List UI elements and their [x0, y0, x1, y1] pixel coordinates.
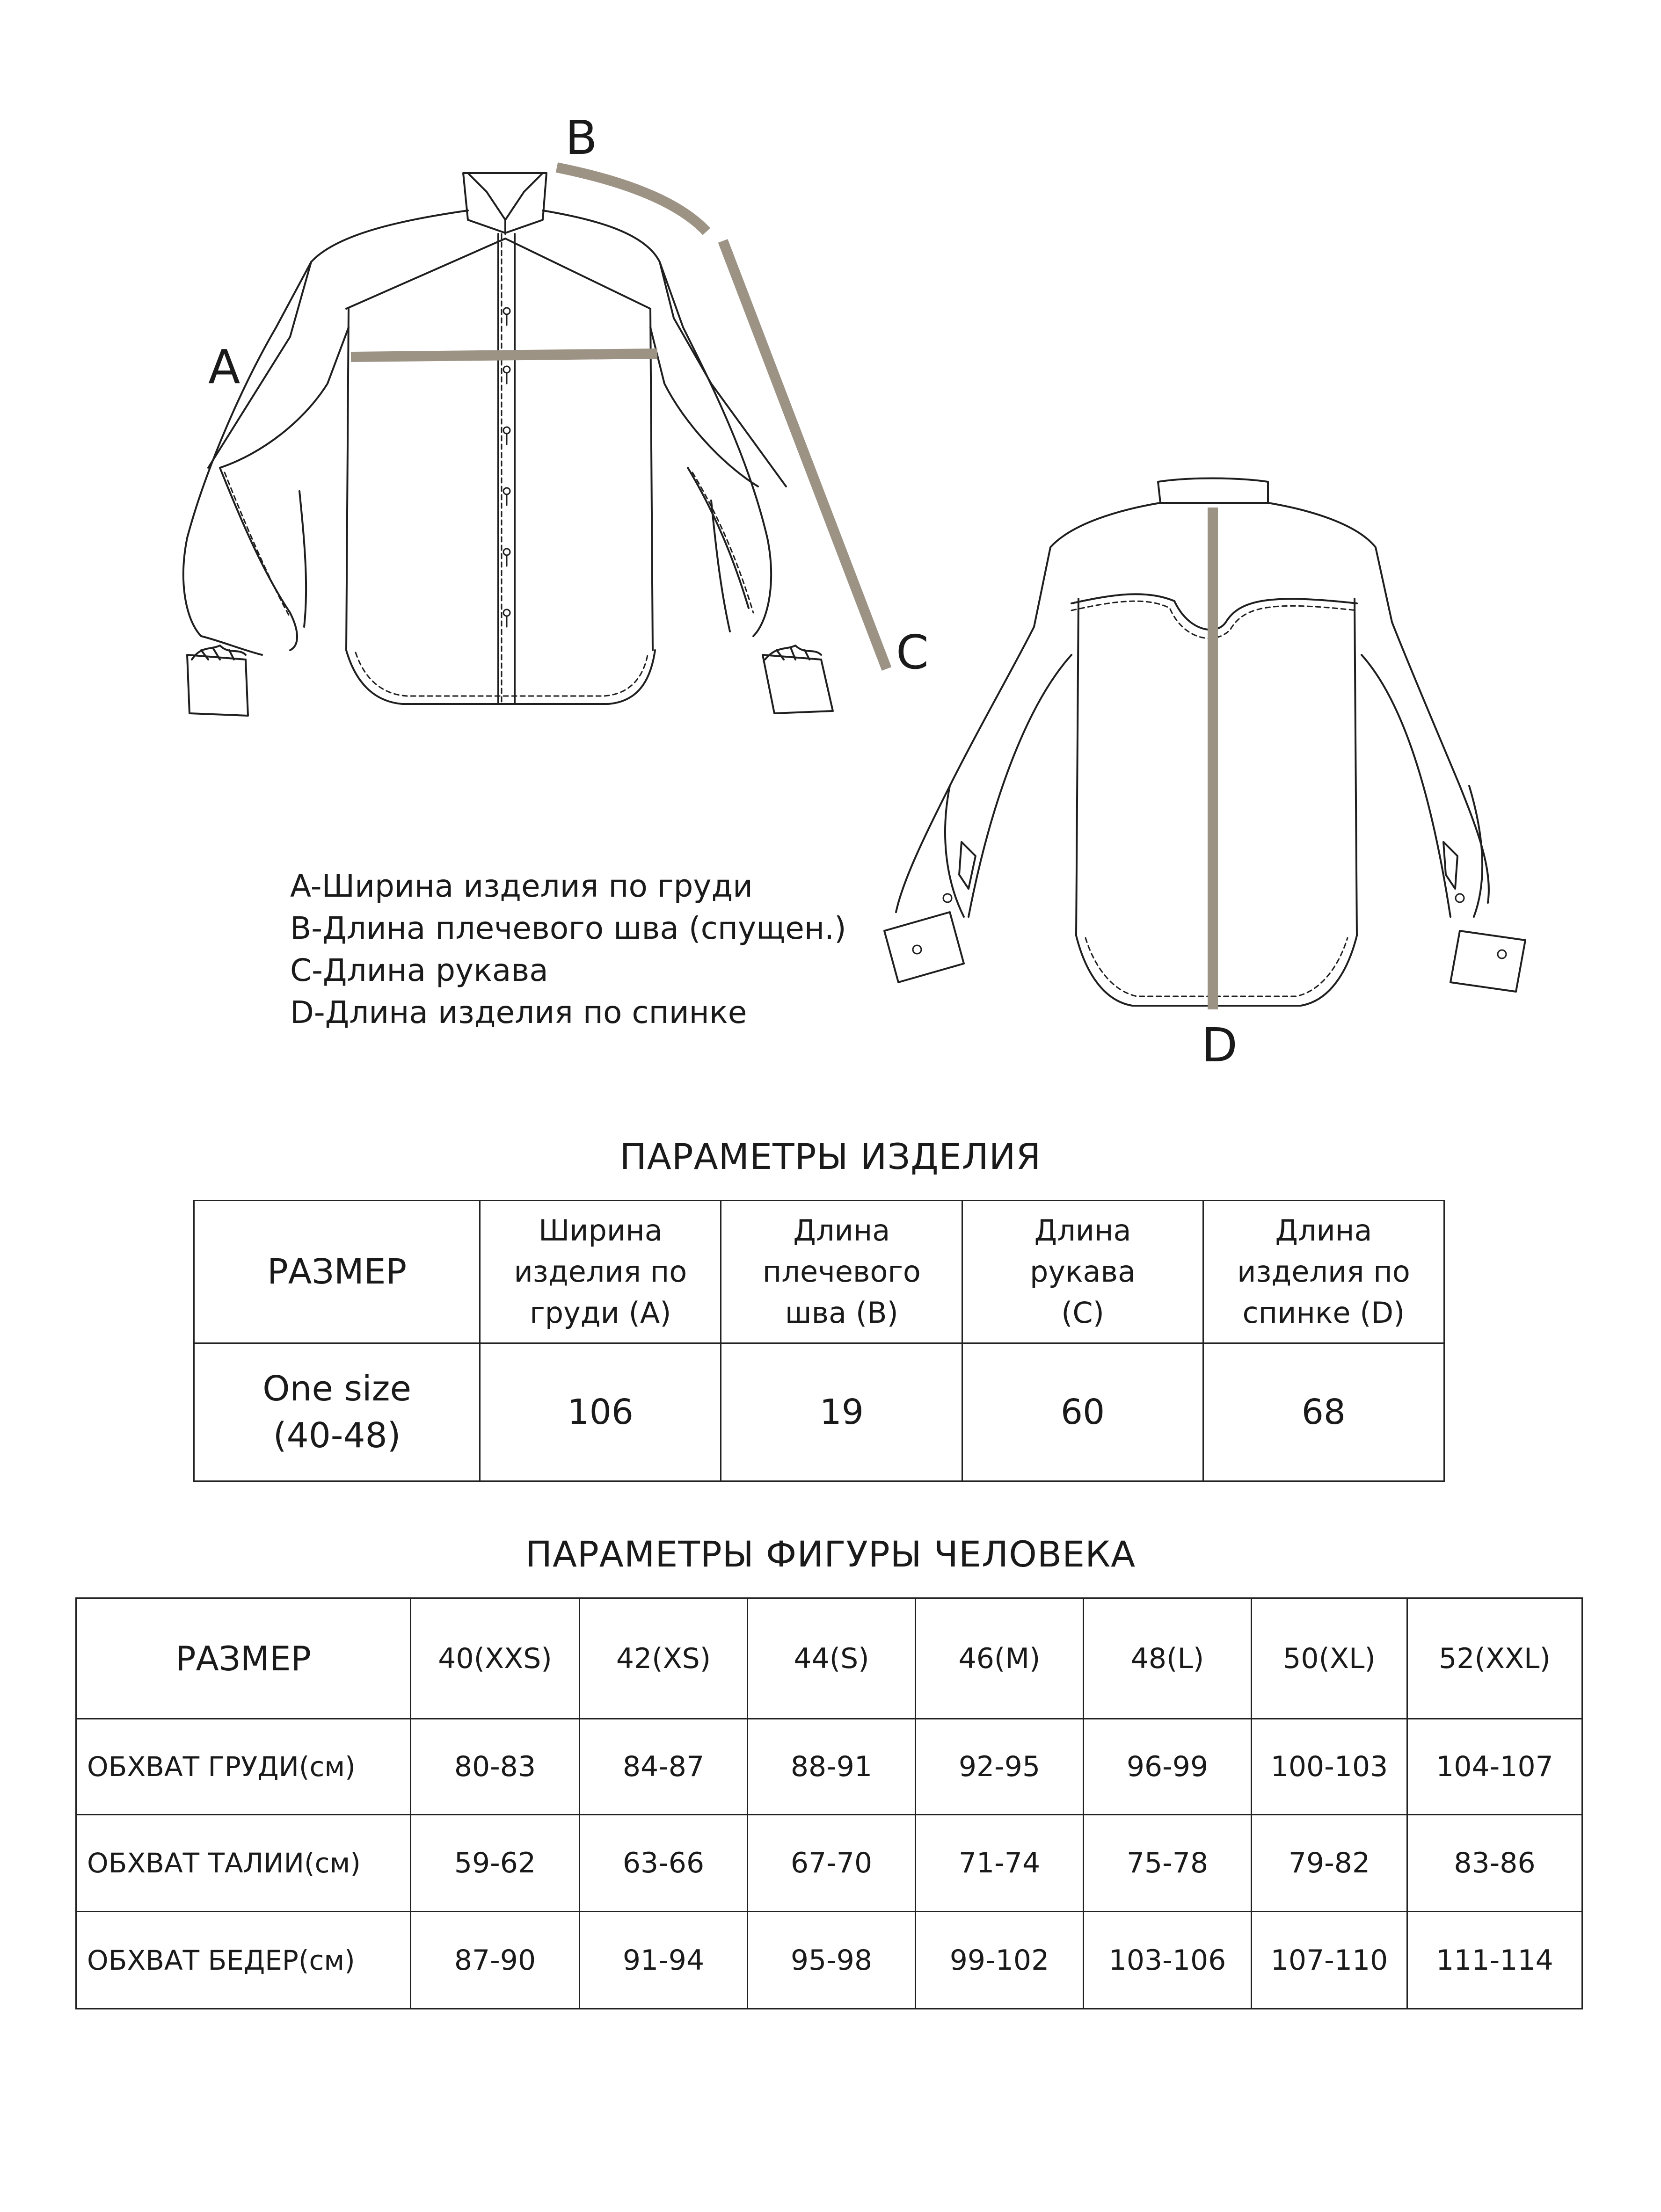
cell: 84-87: [580, 1719, 748, 1815]
value-shoulder-length: 19: [721, 1343, 962, 1481]
table-header-row: [194, 1201, 1444, 1343]
cell: 99-102: [916, 1912, 1084, 2009]
label-b: B: [565, 110, 597, 165]
cell: 80-83: [411, 1719, 580, 1815]
body-params-table: [75, 1597, 1583, 2009]
cell: 87-90: [411, 1912, 580, 2009]
measure-line-b: [557, 167, 707, 232]
legend-item: B-Длина плечевого шва (спущен.): [290, 910, 846, 946]
measure-line-a: [351, 354, 657, 357]
header-chest-width: Ширина изделия по груди (A): [480, 1201, 721, 1343]
cell: 71-74: [916, 1815, 1084, 1912]
cell: 95-98: [748, 1912, 916, 2009]
cell: 83-86: [1407, 1815, 1582, 1912]
row-label: ОБХВАТ ТАЛИИ(см): [76, 1815, 411, 1912]
product-params-title: ПАРАМЕТРЫ ИЗДЕЛИЯ: [619, 1136, 1042, 1177]
cell: 88-91: [748, 1719, 916, 1815]
size-col: 46(M): [916, 1598, 1084, 1719]
legend-item: C-Длина рукава: [290, 952, 548, 988]
cell: 67-70: [748, 1815, 916, 1912]
size-col: 50(XL): [1252, 1598, 1407, 1719]
size-col: 40(XXS): [411, 1598, 580, 1719]
size-col: 44(S): [748, 1598, 916, 1719]
size-col: 48(L): [1084, 1598, 1252, 1719]
cell: 107-110: [1252, 1912, 1407, 2009]
value-chest-width: 106: [480, 1343, 721, 1481]
label-d: D: [1202, 1018, 1238, 1073]
size-col: 52(XXL): [1407, 1598, 1582, 1719]
cell: 104-107: [1407, 1719, 1582, 1815]
cell: 75-78: [1084, 1815, 1252, 1912]
header-size: РАЗМЕР: [76, 1598, 411, 1719]
value-sleeve-length: 60: [962, 1343, 1203, 1481]
header-back-length: Длина изделия по спинке (D): [1203, 1201, 1444, 1343]
value-back-length: 68: [1203, 1343, 1444, 1481]
row-size: One size (40-48): [194, 1343, 480, 1481]
cell: 100-103: [1252, 1719, 1407, 1815]
table-row: [76, 1719, 1582, 1815]
table-header-row: [76, 1598, 1582, 1719]
cell: 92-95: [916, 1719, 1084, 1815]
cell: 91-94: [580, 1912, 748, 2009]
row-label: ОБХВАТ БЕДЕР(см): [76, 1912, 411, 2009]
cell: 111-114: [1407, 1912, 1582, 2009]
front-shirt-sketch: [183, 173, 833, 716]
row-label: ОБХВАТ ГРУДИ(см): [76, 1719, 411, 1815]
cell: 96-99: [1084, 1719, 1252, 1815]
table-row: [76, 1912, 1582, 2009]
header-shoulder-length: Длина плечевого шва (B): [721, 1201, 962, 1343]
cell: 59-62: [411, 1815, 580, 1912]
back-shirt-sketch: [884, 479, 1525, 1006]
header-sleeve-length: Длина рукава (C): [962, 1201, 1203, 1343]
body-params-title: ПАРАМЕТРЫ ФИГУРЫ ЧЕЛОВЕКА: [525, 1533, 1136, 1575]
table-row: [76, 1815, 1582, 1912]
legend-item: A-Ширина изделия по груди: [290, 868, 753, 904]
cell: 63-66: [580, 1815, 748, 1912]
legend-item: D-Длина изделия по спинке: [290, 994, 747, 1030]
label-c: C: [896, 625, 929, 680]
product-params-table: [193, 1200, 1445, 1482]
cell: 79-82: [1252, 1815, 1407, 1912]
cell: 103-106: [1084, 1912, 1252, 2009]
header-size: РАЗМЕР: [194, 1201, 480, 1343]
label-a: A: [208, 340, 240, 394]
size-col: 42(XS): [580, 1598, 748, 1719]
measurement-legend: [290, 865, 846, 1034]
table-row: [194, 1343, 1444, 1481]
